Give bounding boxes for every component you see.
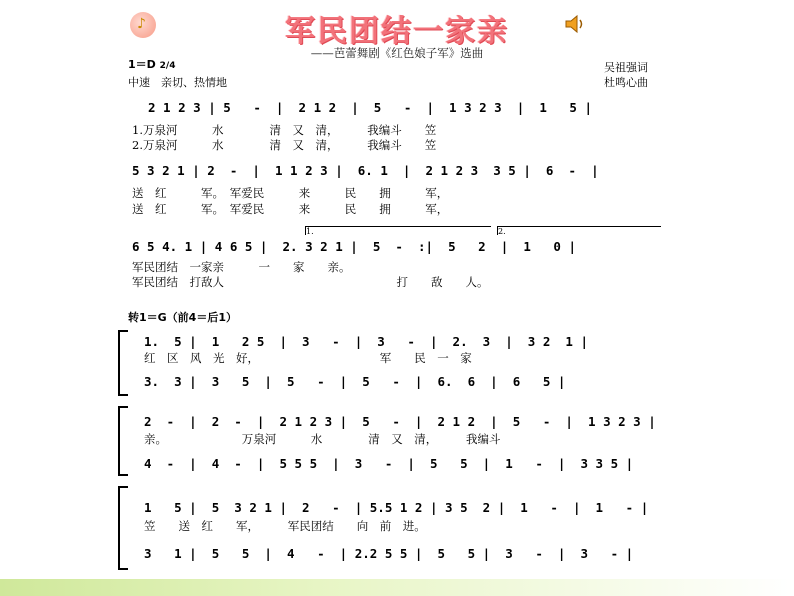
page-title: 军民团结一家亲 [285,14,509,49]
volta-2: 2. [497,226,661,235]
notes-row-3: 6 5 4. 1 | 4 6 5 | 2. 3 2 1 | 5 - :| 5 2 | 1 0 | [132,239,577,254]
notes-row-2: 5 3 2 1 | 2 - | 1 1 2 3 | 6. 1 | 2 1 2 3 3 5 | 6 - | [132,163,599,178]
lyrics-row-1a: 1.万泉河 水 清 又 清， 我编斗 笠 [132,123,437,137]
modulation-marking: 转1＝G（前4＝后1） [128,311,237,324]
footer-bar [0,579,794,596]
lyricist: 吴祖强词 [604,61,648,74]
lyrics-row-3b: 军民团结 打敌人 打 敌 人。 [132,275,489,289]
page-subtitle: ——芭蕾舞剧《红色娘子军》选曲 [310,46,484,60]
system-bracket-2 [118,406,128,476]
system2-lyrics: 亲。 万泉河 水 清 又 清， 我编斗 [144,432,501,446]
tempo-marking: 中速 亲切、热情地 [128,76,227,89]
volta-1: 1. [305,226,491,235]
system-bracket-3 [118,486,128,570]
system1-lyrics: 红 区 风 光 好， 军 民 一 家 [144,351,472,365]
key-signature: 1＝D 2/4 [128,58,176,71]
composer: 杜鸣心曲 [604,76,648,89]
lyrics-row-2a: 送 红 军。 军爱民 来 民 拥 军， [132,186,449,200]
system-bracket-1 [118,330,128,396]
lyrics-row-2b: 送 红 军。 军爱民 来 民 拥 军， [132,202,449,216]
note-badge-icon[interactable]: ♪ [130,12,156,38]
lyrics-row-1b: 2.万泉河 水 清 又 清， 我编斗 笠 [132,138,437,152]
system3-lyrics: 笠 送 红 军， 军民团结 向 前 进。 [144,519,426,533]
lyrics-row-3a: 军民团结 一家亲 一 家 亲。 [132,260,351,274]
notes-row-1: 2 1 2 3 | 5 - | 2 1 2 | 5 - | 1 3 2 3 | 1 5 | [148,100,593,115]
